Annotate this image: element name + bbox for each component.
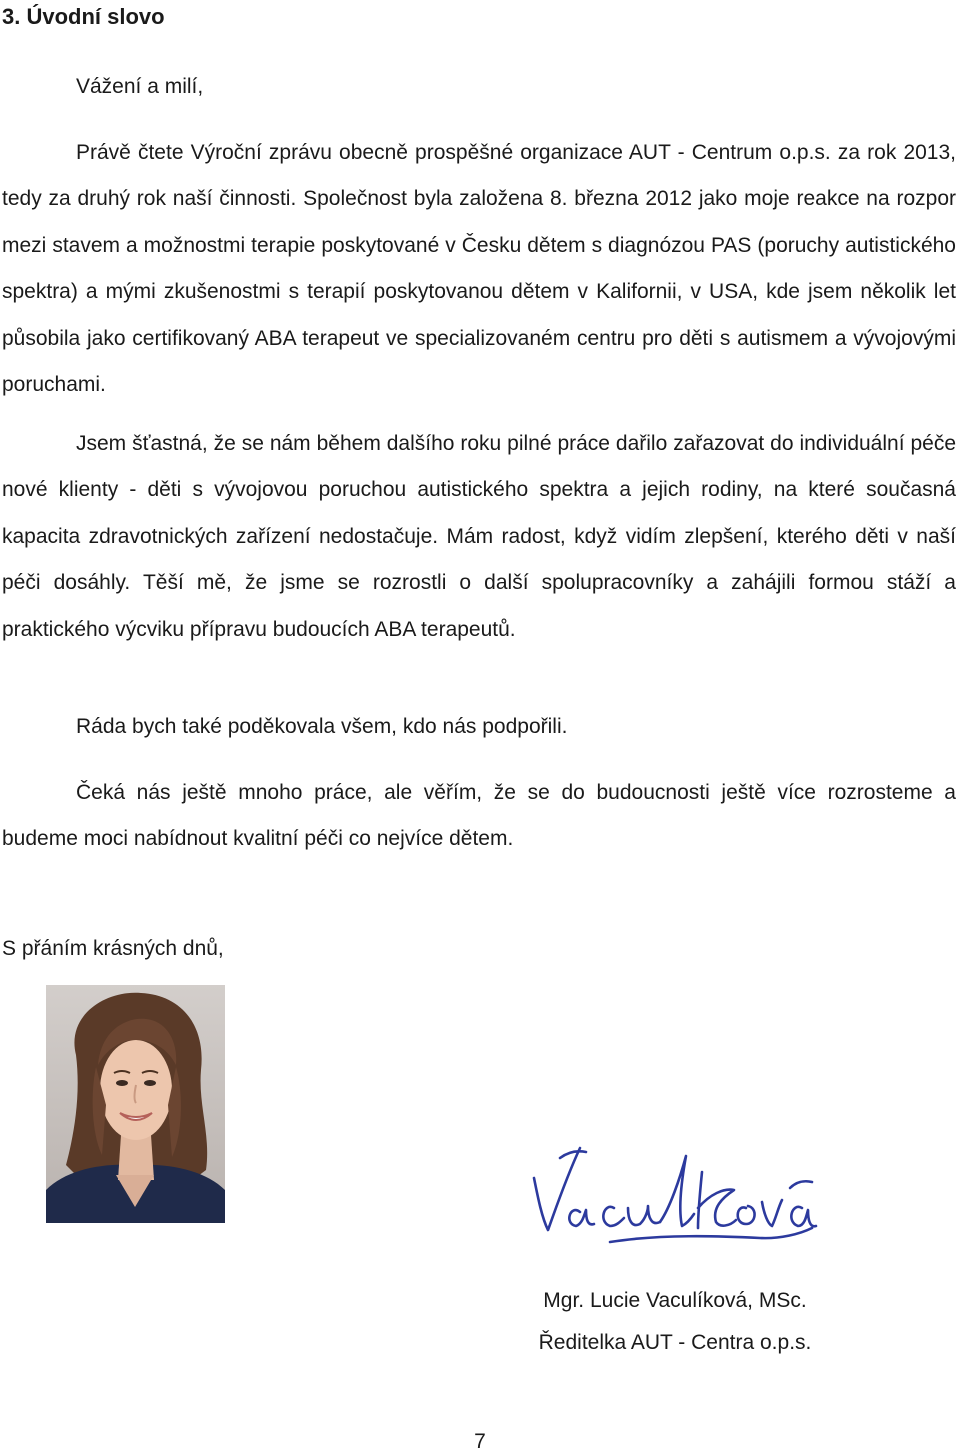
paragraph-intro: Právě čtete Výroční zprávu obecně prospěšné organizace AUT - Centrum o.p.s. za rok 2013, tedy za druhý rok naší činnosti. Společnost byla založena 8. března 2012 jako moje reakce na rozpor mezi stavem a možnostmi terapie poskytované v Česku dětem s diagnózou PAS (poruchy autistického spektra) a mými zkušenostmi s terapií poskytovanou dětem v Kalifornii, v USA, kde jsem několik let působila jako certifikovaný ABA terapeut ve specializovaném centru pro děti s autismem a vývojovými poruchami. xyxy=(2,141,956,397)
signer-name: Mgr. Lucie Vaculíková, MSc. xyxy=(543,1289,807,1312)
paragraph-progress: Jsem šťastná, že se nám během dalšího roku pilné práce dařilo zařazovat do individuální péče nové klienty - děti s vývojovou poruchou autistického spektra a jejich rodiny, na které současná kapacita zdravotnických zařízení nedostačuje. Mám radost, když vidím zlepšení, kterého děti v naší péči dosáhly. Těší mě, že jsme se rozrostli o další spolupracovníky a zahájili formou stáží a praktického výcviku přípravu budoucích ABA terapeutů. xyxy=(2,432,956,641)
signer-role: Ředitelka AUT - Centra o.p.s. xyxy=(538,1331,812,1354)
paragraph-thanks: Ráda bych také poděkovala všem, kdo nás podpořili. xyxy=(76,715,568,738)
portrait-photo xyxy=(46,985,225,1223)
greeting: Vážení a milí, xyxy=(76,75,204,98)
page-number: 7 xyxy=(474,1430,486,1453)
section-heading: 3. Úvodní slovo xyxy=(2,4,165,29)
paragraph-future: Čeká nás ještě mnoho práce, ale věřím, že se do budoucnosti ještě více rozrosteme a budeme moci nabídnout kvalitní péči co nejvíce dětem. xyxy=(2,781,956,851)
signature xyxy=(520,1138,820,1248)
closing-line: S přáním krásných dnů, xyxy=(2,937,224,960)
